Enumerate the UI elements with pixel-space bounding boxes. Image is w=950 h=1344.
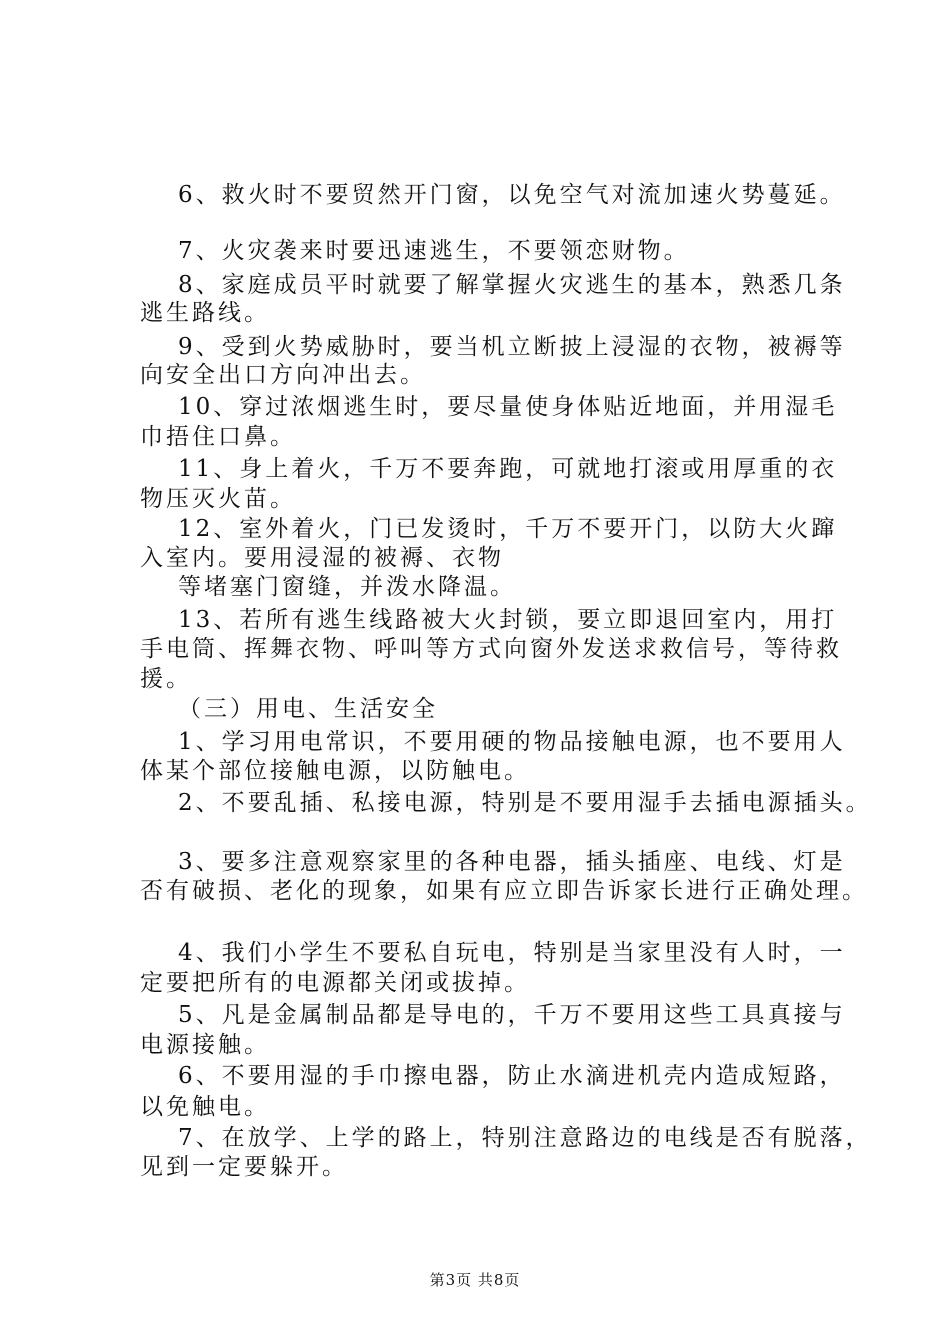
- paragraph-line: 以免触电。: [140, 1094, 270, 1120]
- paragraph-line: 8、家庭成员平时就要了解掌握火灾逃生的基本，熟悉几条: [178, 272, 846, 298]
- section-heading: （三）用电、生活安全: [178, 696, 438, 722]
- paragraph-line: 6、救火时不要贸然开门窗，以免空气对流加速火势蔓延。: [178, 182, 846, 208]
- paragraph-line: 6、不要用湿的手巾擦电器，防止水滴进机壳内造成短路，: [178, 1063, 846, 1089]
- paragraph-line: 电源接触。: [140, 1032, 270, 1058]
- paragraph-line: 7、在放学、上学的路上，特别注意路边的电线是否有脱落，: [178, 1125, 872, 1151]
- paragraph-line: 向安全出口方向冲出去。: [140, 362, 426, 388]
- paragraph-line: 12、室外着火，门已发烫时，千万不要开门，以防大火蹿: [178, 516, 838, 542]
- paragraph-line: 否有破损、老化的现象，如果有应立即告诉家长进行正确处理。: [140, 878, 868, 904]
- paragraph-line: 援。: [140, 666, 192, 692]
- paragraph-line: 体某个部位接触电源，以防触电。: [140, 758, 530, 784]
- paragraph-line: 逃生路线。: [140, 300, 270, 326]
- paragraph-line: 见到一定要躲开。: [140, 1154, 348, 1180]
- paragraph-line: 10、穿过浓烟逃生时，要尽量使身体贴近地面，并用湿毛: [178, 394, 838, 420]
- paragraph-line: 3、要多注意观察家里的各种电器，插头插座、电线、灯是: [178, 849, 846, 875]
- page-number-footer: 第3页 共8页: [429, 1271, 521, 1289]
- paragraph-line: 入室内。要用浸湿的被褥、衣物: [140, 545, 504, 571]
- paragraph-line: 4、我们小学生不要私自玩电，特别是当家里没有人时，一: [178, 940, 846, 966]
- paragraph-line: 11、身上着火，千万不要奔跑，可就地打滚或用厚重的衣: [178, 456, 838, 482]
- paragraph-line: 定要把所有的电源都关闭或拔掉。: [140, 970, 530, 996]
- paragraph-line: 等堵塞门窗缝，并泼水降温。: [178, 574, 516, 600]
- paragraph-line: 手电筒、挥舞衣物、呼叫等方式向窗外发送求救信号，等待救: [140, 636, 842, 662]
- paragraph-line: 巾捂住口鼻。: [140, 424, 296, 450]
- paragraph-line: 9、受到火势威胁时，要当机立断披上浸湿的衣物，被褥等: [178, 334, 846, 360]
- paragraph-line: 7、火灾袭来时要迅速逃生，不要领恋财物。: [178, 238, 690, 264]
- paragraph-line: 2、不要乱插、私接电源，特别是不要用湿手去插电源插头。: [178, 790, 872, 816]
- paragraph-line: 1、学习用电常识，不要用硬的物品接触电源，也不要用人: [178, 729, 846, 755]
- paragraph-line: 5、凡是金属制品都是导电的，千万不要用这些工具真接与: [178, 1002, 846, 1028]
- paragraph-line: 物压灭火苗。: [140, 486, 296, 512]
- paragraph-line: 13、若所有逃生线路被大火封锁，要立即退回室内，用打: [178, 607, 838, 633]
